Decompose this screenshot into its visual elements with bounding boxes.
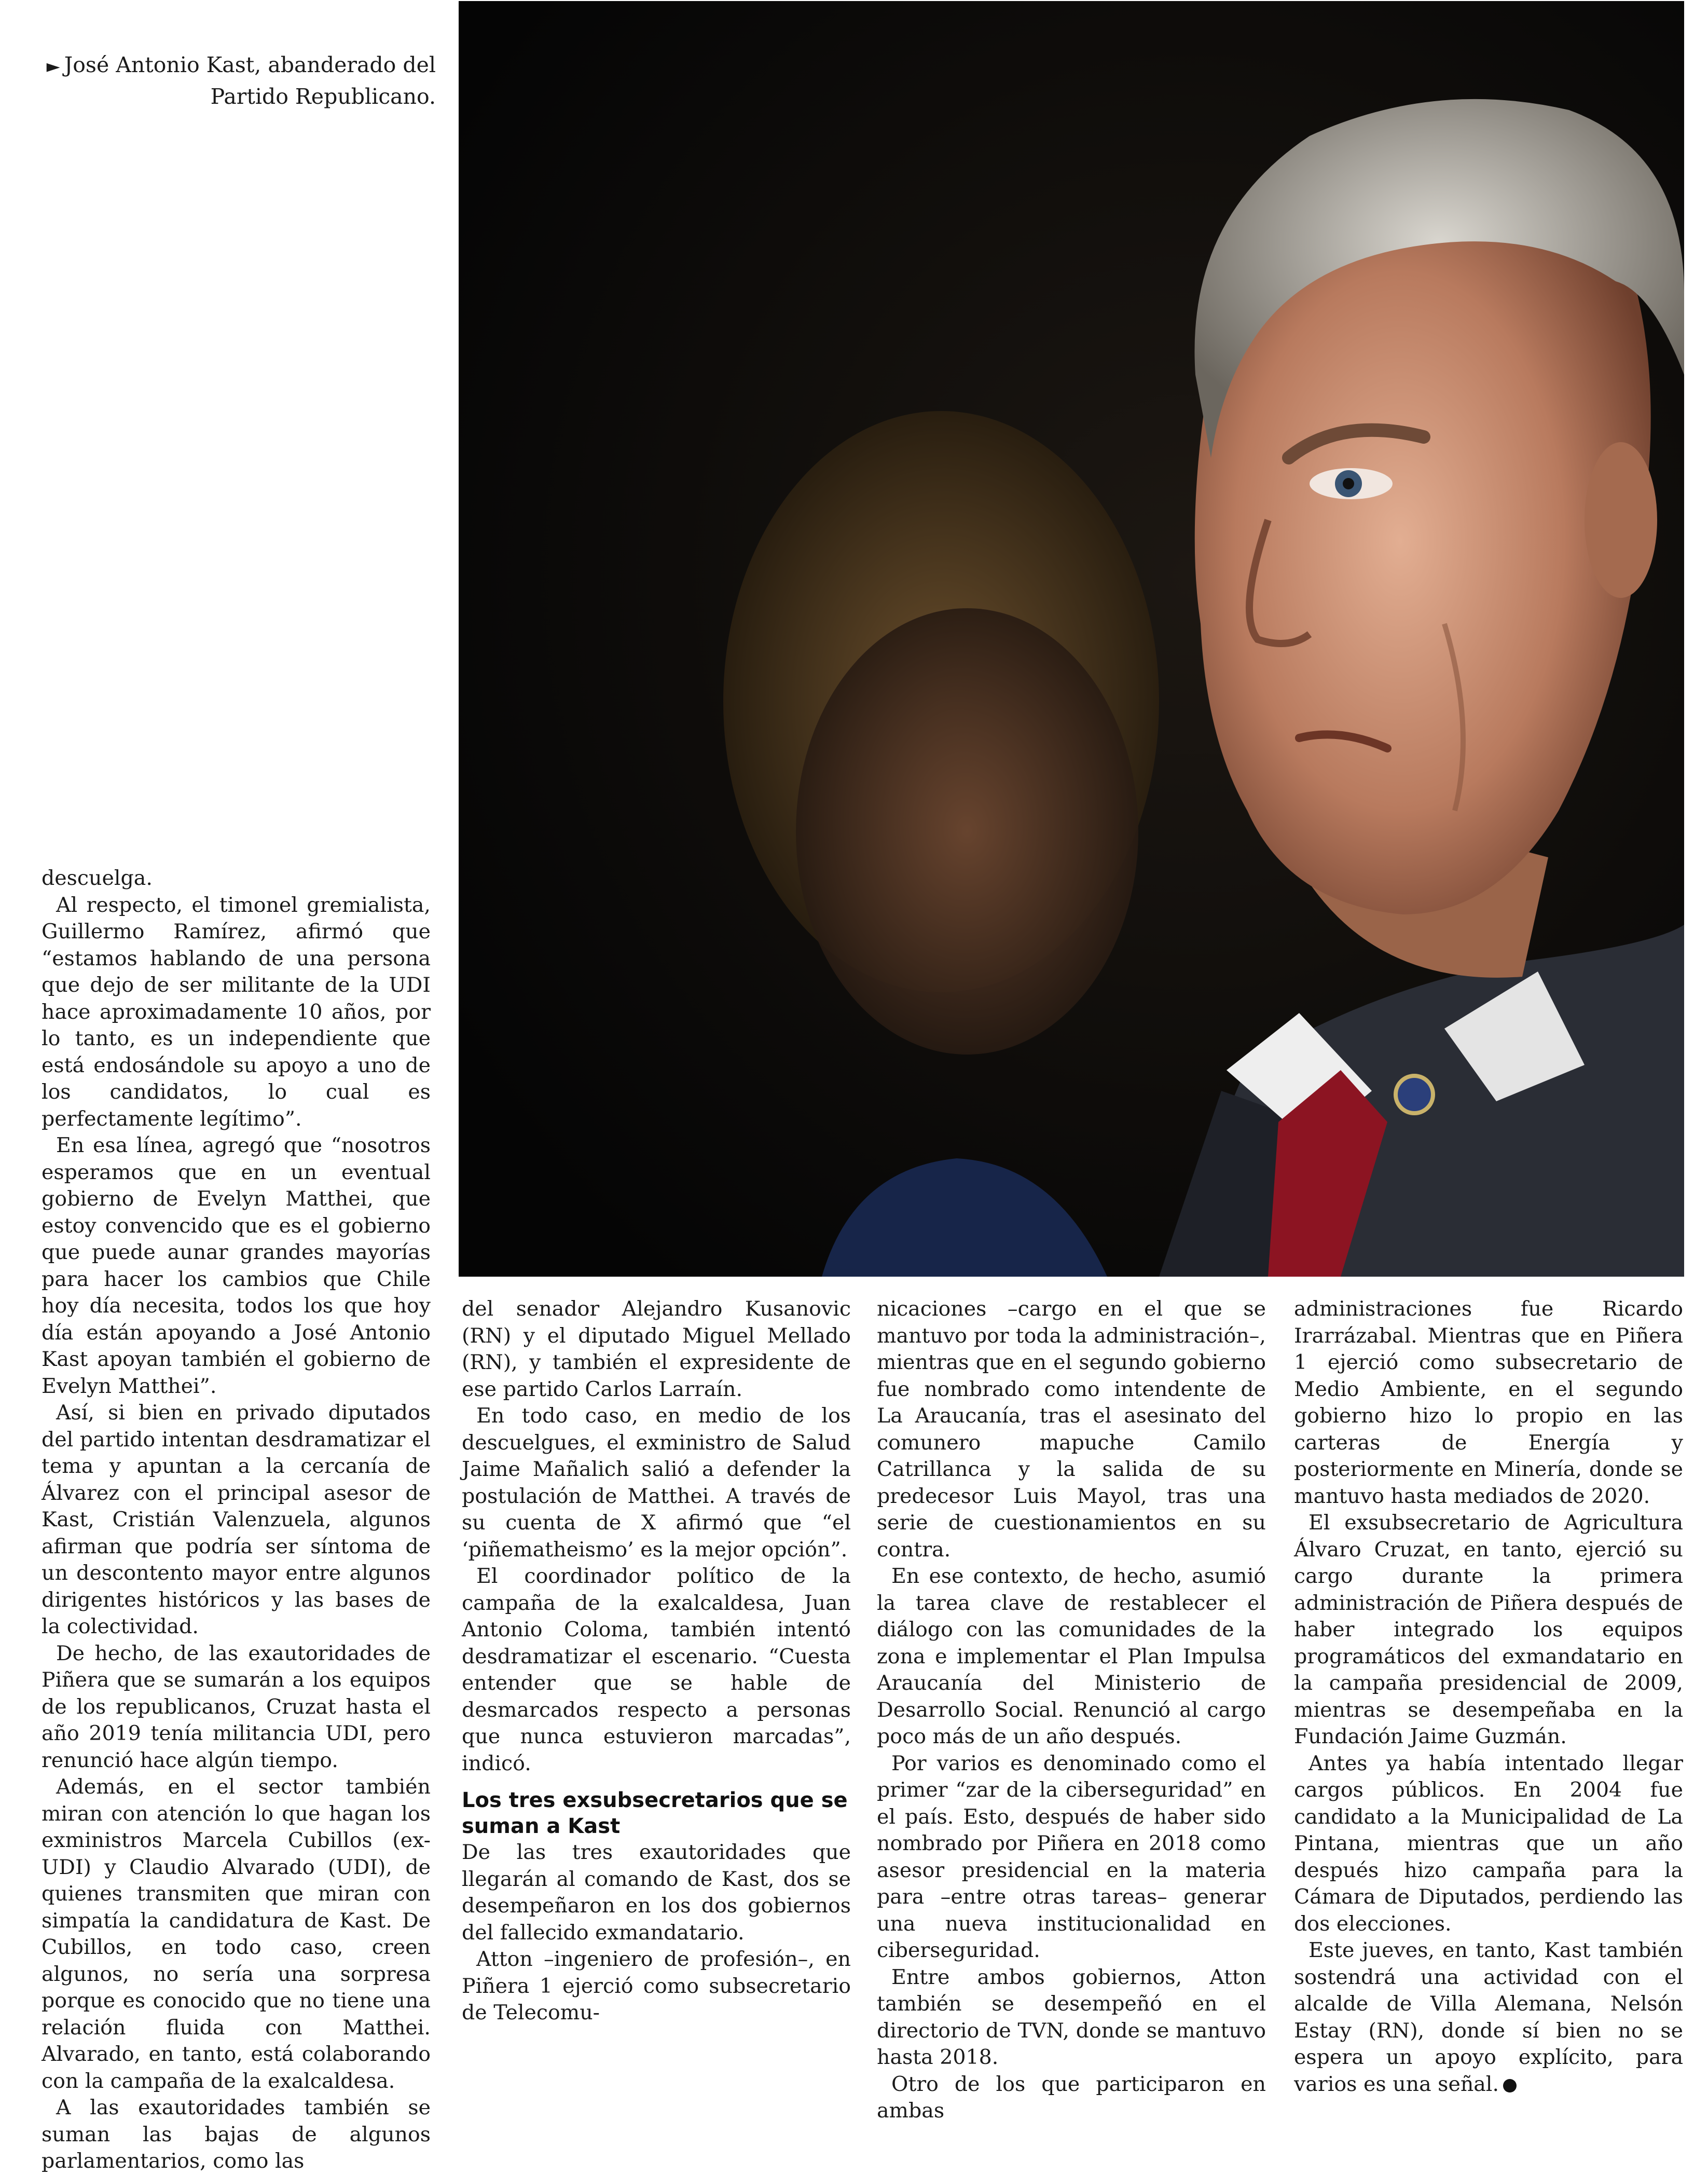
paragraph: Antes ya había intentado llegar cargos públicos. En 2004 fue candidato a la Municipalidad de La Pintana, mientras que un año después hizo campaña para la Cámara de Diputados, perdiendo las dos elecciones. [1294,1751,1683,1936]
article-column-2 [462,1296,851,2027]
caption-text: José Antonio Kast, abanderado del Partido Republicano. [64,52,436,109]
photo-caption [42,50,436,112]
portrait-illustration [459,1,1684,1277]
paragraph: De las tres exautoridades que llegarán al comando de Kast, dos se desempeñaron en los dos gobiernos del fallecido exmandatario. [462,1840,851,1945]
caption-arrow-icon: ► [46,56,60,77]
end-bullet-icon [1503,2079,1517,2092]
paragraph-text: Este jueves, en tanto, Kast también sostendrá una actividad con el alcalde de Villa Alemana, Nelsón Estay (RN), donde sí bien no se espera un apoyo explícito, para varios es una señal. [1294,1938,1683,2096]
paragraph: De hecho, de las exautoridades de Piñera que se sumarán a los equipos de los republicanos, Cruzat hasta el año 2019 tenía militancia UDI, pero renunció hace algún tiempo. [42,1641,431,1772]
paragraph: descuelga. [42,866,153,890]
paragraph: Otro de los que participaron en ambas [877,2072,1266,2123]
paragraph: del senador Alejandro Kusanovic (RN) y el diputado Miguel Mellado (RN), y también el expresidente de ese partido Carlos Larraín. [462,1297,851,1401]
paragraph: Así, si bien en privado diputados del partido intentan desdramatizar el tema y apuntan a la cercanía de Álvarez con el principal asesor de Kast, Cristián Valenzuela, algunos afirman que podría ser síntoma de un descontento mayor entre algunos dirigentes históricos y las bases de la colectividad. [42,1401,431,1638]
subheading: Los tres exsubsecretarios que se suman a Kast [462,1788,848,1838]
article-column-4 [1294,1296,1683,2098]
paragraph-last [1294,1937,1683,2098]
paragraph: Por varios es denominado como el primer “zar de la ciberseguridad” en el país. Esto, después de haber sido nombrado por Piñera en 2018 como asesor presidencial en la materia para –entre otras tareas– generar una nueva institucionalidad en ciberseguridad. [877,1751,1266,1962]
paragraph: nicaciones –cargo en el que se mantuvo por toda la administración–, mientras que en el segundo gobierno fue nombrado como intendente de La Araucanía, tras el asesinato del comunero mapuche Camilo Catrillanca y la salida de su predecesor Luis Mayol, tras una serie de cuestionamientos en su contra. [877,1297,1266,1562]
article-column-1 [42,865,431,2175]
paragraph: administraciones fue Ricardo Irarrázabal. Mientras que en Piñera 1 ejerció como subsecretario de Medio Ambiente, en el segundo gobierno hizo lo propio en las carteras de Energía y posteriormente en Minería, donde se mantuvo hasta mediados de 2020. [1294,1297,1683,1508]
article-column-3 [877,1296,1266,2125]
paragraph: A las exautoridades también se suman las bajas de algunos parlamentarios, como las [42,2096,431,2173]
paragraph: Además, en el sector también miran con atención lo que hagan los exministros Marcela Cubillos (ex-UDI) y Claudio Alvarado (UDI), de quienes transmiten que miran con simpatía la candidatura de Kast. De Cubillos, en todo caso, creen algunos, no sería una sorpresa porque es conocido que no tiene una relación fluida con Matthei. Alvarado, en tanto, está colaborando con la campaña de la exalcaldesa. [42,1775,431,2093]
paragraph: El coordinador político de la campaña de la exalcaldesa, Juan Antonio Coloma, también intentó desdramatizar el escenario. “Cuesta entender que se hable de desmarcados respecto a personas que nunca estuvieron marcadas”, indicó. [462,1564,851,1775]
paragraph: En todo caso, en medio de los descuelgues, el exministro de Salud Jaime Mañalich salió a defender la postulación de Matthei. A través de su cuenta de X afirmó que “el ‘piñematheismo’ es la mejor opción”. [462,1404,851,1562]
paragraph: Al respecto, el timonel gremialista, Guillermo Ramírez, afirmó que “estamos hablando de una persona que dejo de ser militante de la UDI hace aproximadamente 10 años, por lo tanto, es un independiente que está endosándole su apoyo a uno de los candidatos, lo cual es perfectamente legítimo”. [42,893,431,1131]
paragraph: En esa línea, agregó que “nosotros esperamos que en un eventual gobierno de Evelyn Matthei, que estoy convencido que es el gobierno que puede aunar grandes mayorías para hacer los cambios que Chile hoy día necesita, todos los que hoy día están apoyando a José Antonio Kast apoyan también el gobierno de Evelyn Matthei”. [42,1133,431,1398]
portrait-photo [459,1,1684,1277]
paragraph: Atton –ingeniero de profesión–, en Piñera 1 ejerció como subsecretario de Telecomu- [462,1947,851,2024]
paragraph: En ese contexto, de hecho, asumió la tarea clave de restablecer el diálogo con las comunidades de la zona e implementar el Plan Impulsa Araucanía del Ministerio de Desarrollo Social. Renunció al cargo poco más de un año después. [877,1564,1266,1748]
paragraph: El exsubsecretario de Agricultura Álvaro Cruzat, en tanto, ejerció su cargo durante la primera administración de Piñera después de haber integrado los equipos programáticos del exmandatario en la campaña presidencial de 2009, mientras se desempeñaba en la Fundación Jaime Guzmán. [1294,1511,1683,1748]
paragraph: Entre ambos gobiernos, Atton también se desempeñó en el directorio de TVN, donde se mantuvo hasta 2018. [877,1965,1266,2069]
